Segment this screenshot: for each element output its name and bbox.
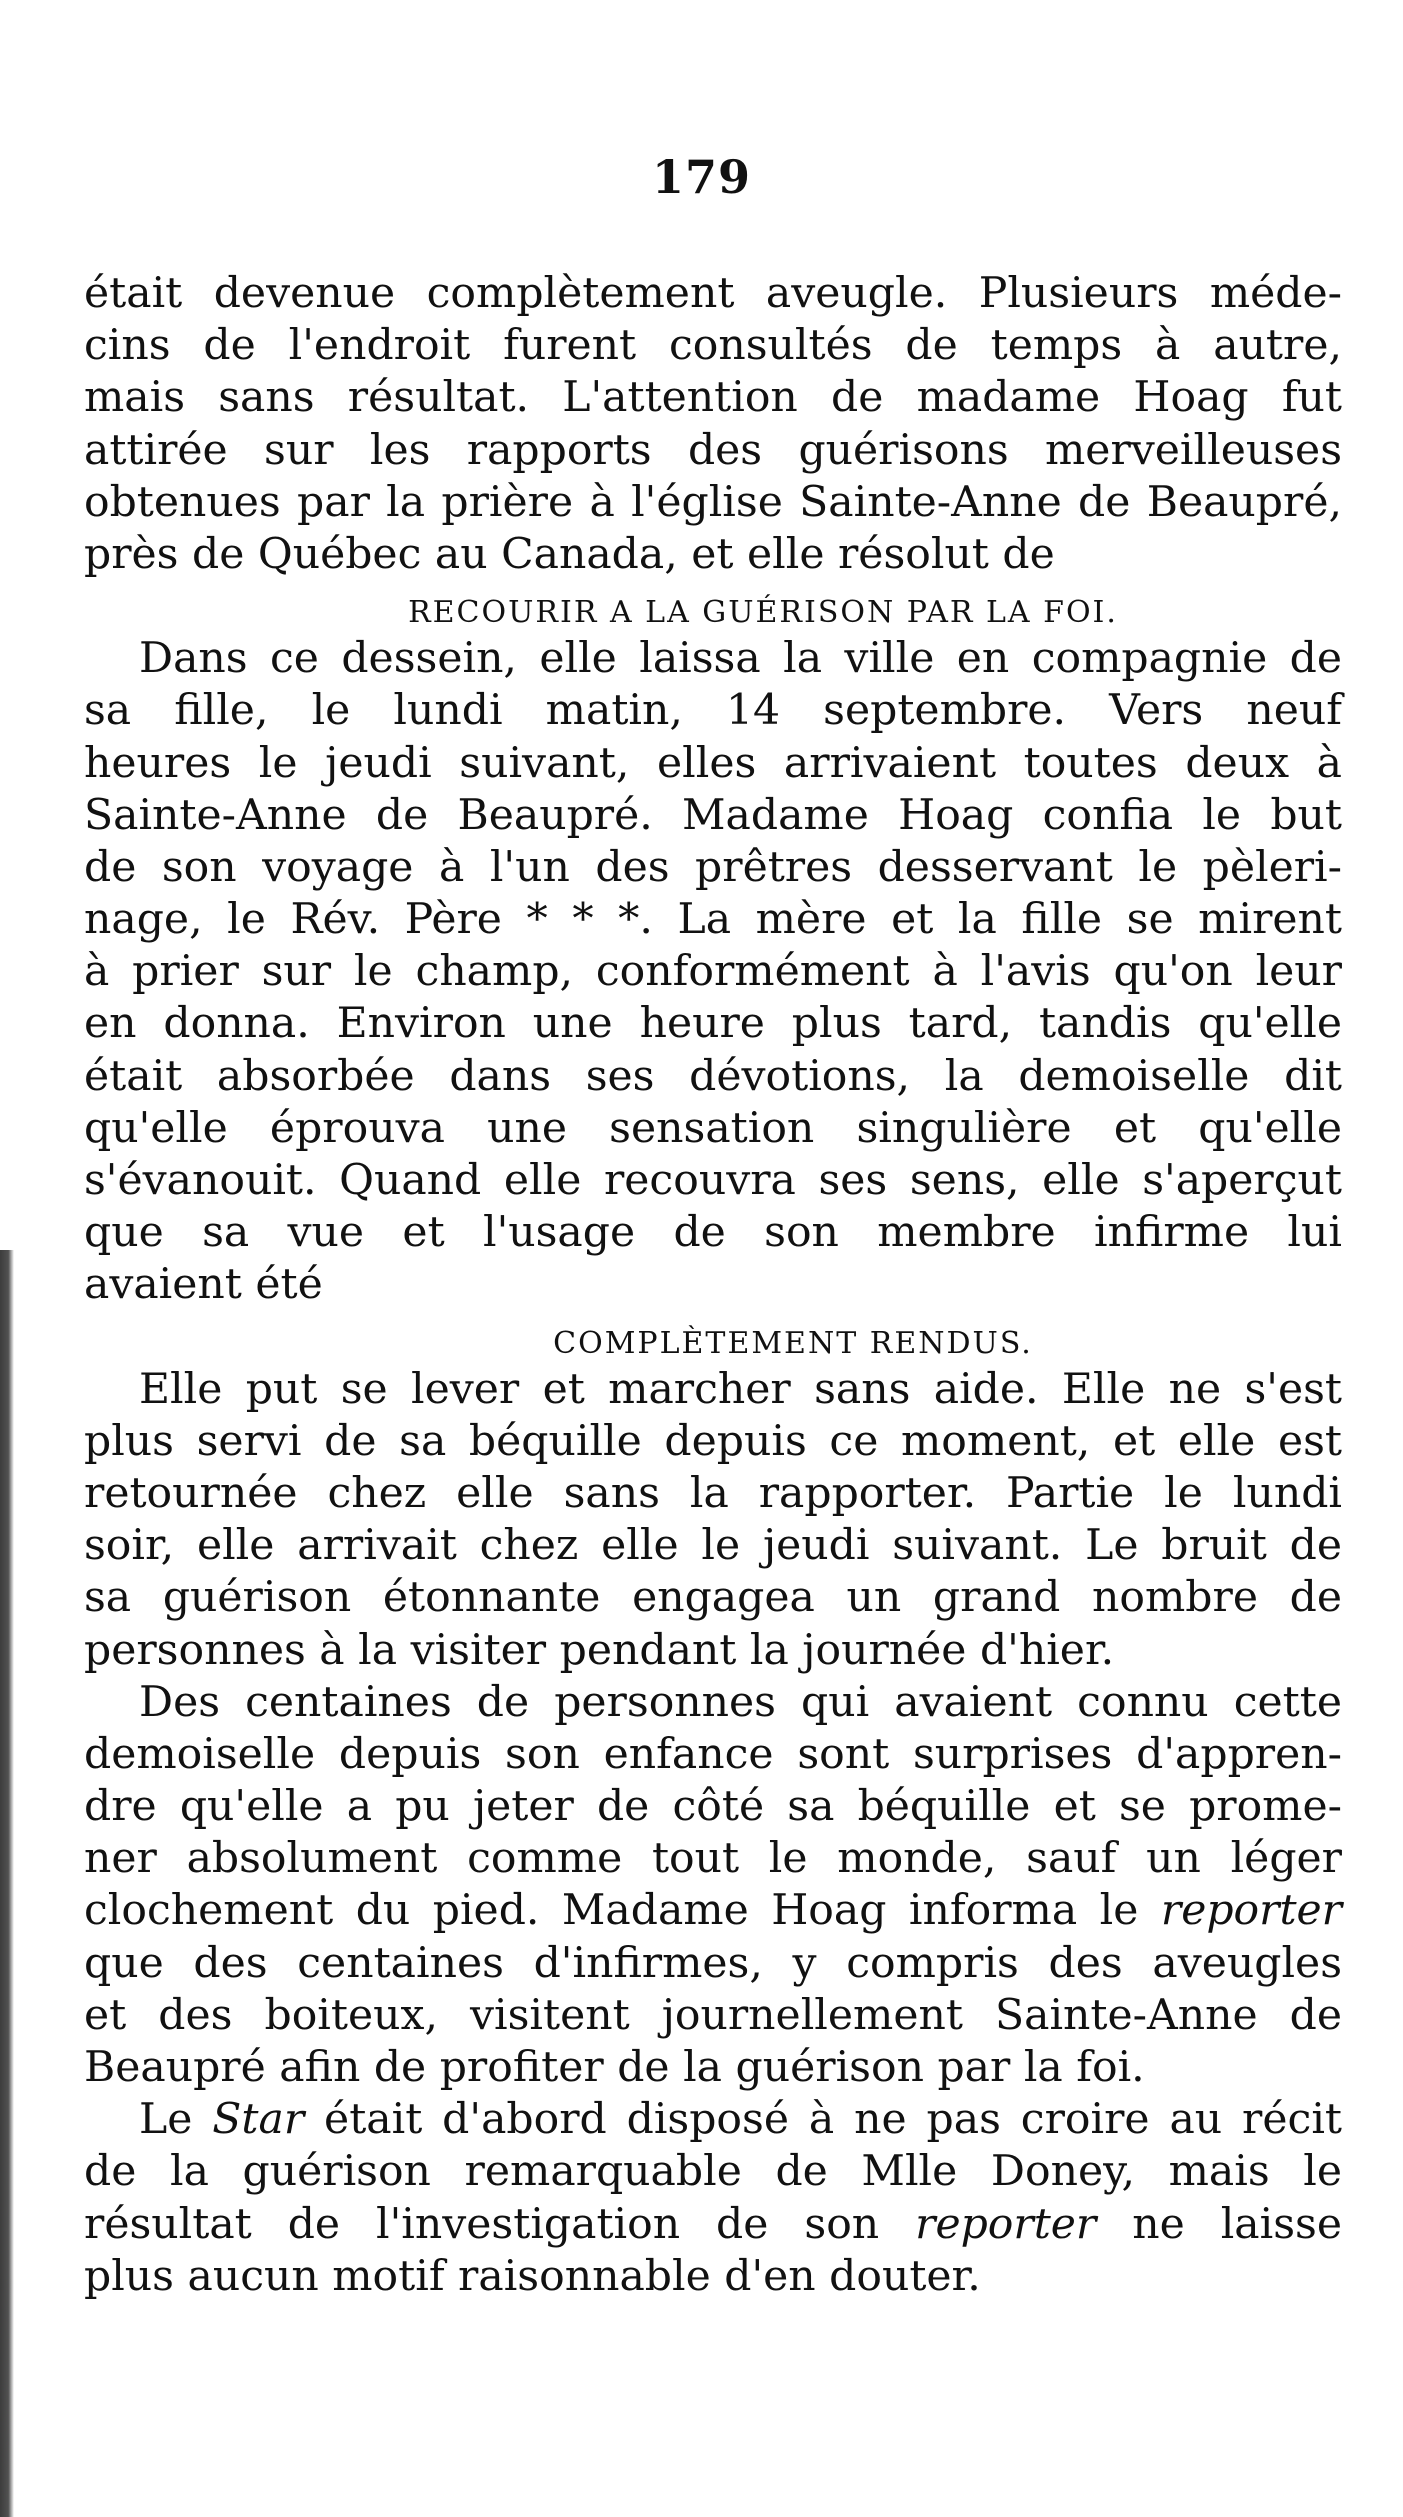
text-line — [84, 1885, 1342, 1937]
text-line: Sainte-Anne de Beaupré. Madame Hoag confia le but — [84, 790, 1342, 840]
page-number: 179 — [651, 150, 752, 204]
text-segment: résultat de l'investigation de son — [84, 2199, 916, 2249]
text-line: sa guérison étonnante engagea un grand nombre de — [84, 1573, 1342, 1623]
text-line: avaient été — [84, 1260, 323, 1310]
italic-text: Star — [212, 2095, 305, 2145]
text-line: était absorbée dans ses dévotions, la demoiselle dit — [84, 1051, 1342, 1101]
text-line: en donna. Environ une heure plus tard, tandis qu'elle — [84, 999, 1342, 1049]
paragraph-3 — [84, 1364, 1342, 1677]
text-line: Elle put se lever et marcher sans aide. Elle ne s'est — [139, 1364, 1342, 1414]
text-line: à prier sur le champ, conformément à l'avis qu'on leur — [84, 947, 1342, 997]
text-segment: était d'abord disposé à ne pas croire au récit — [304, 2095, 1342, 2145]
text-line — [84, 2094, 1342, 2146]
text-segment: clochement du pied. Madame Hoag informa le — [84, 1886, 1161, 1936]
text-line: soir, elle arrivait chez elle le jeudi suivant. Le bruit de — [84, 1521, 1342, 1571]
text-line: plus servi de sa béquille depuis ce moment, et elle est — [84, 1416, 1342, 1466]
page-binding-shadow — [0, 1250, 14, 2517]
text-line: cins de l'endroit furent consultés de temps à autre, — [84, 321, 1342, 371]
text-line: heures le jeudi suivant, elles arrivaient toutes deux à — [84, 738, 1342, 788]
section-heading: RECOURIR A LA GUÉRISON PAR LA FOI. — [408, 595, 1118, 631]
text-line: mais sans résultat. L'attention de madame Hoag fut — [84, 373, 1342, 423]
paragraph-5 — [84, 2094, 1342, 2303]
text-line: que sa vue et l'usage de son membre infirme lui — [84, 1208, 1342, 1258]
text-line: de la guérison remarquable de Mlle Doney, mais le — [84, 2147, 1342, 2197]
text-line: sa fille, le lundi matin, 14 septembre. Vers neuf — [84, 686, 1342, 736]
text-line: obtenues par la prière à l'église Sainte-Anne de Beaupré, — [84, 477, 1342, 527]
text-line: Beaupré afin de profiter de la guérison par la foi. — [84, 2043, 1145, 2092]
italic-text: reporter — [1160, 1886, 1342, 1936]
paragraph-1 — [84, 268, 1342, 581]
text-line: ner absolument comme tout le monde, sauf un léger — [84, 1834, 1342, 1884]
text-line: et des boiteux, visitent journellement Sainte-Anne de — [84, 1990, 1342, 2040]
text-line: de son voyage à l'un des prêtres desservant le pèleri- — [84, 842, 1342, 892]
italic-text: reporter — [915, 2199, 1097, 2249]
text-line: s'évanouit. Quand elle recouvra ses sens, elle s'aperçut — [84, 1156, 1342, 1205]
text-line: nage, le Rév. Père * * *. La mère et la fille se mirent — [84, 895, 1342, 945]
text-line: demoiselle depuis son enfance sont surprises d'appren- — [84, 1729, 1342, 1779]
section-heading: COMPLÈTEMENT RENDUS. — [553, 1325, 1033, 1361]
text-line: près de Québec au Canada, et elle résolut de — [84, 529, 1055, 579]
page-body — [84, 268, 1342, 2303]
text-line: était devenue complètement aveugle. Plusieurs méde- — [84, 269, 1342, 318]
text-line: plus aucun motif raisonnable d'en douter. — [84, 2251, 981, 2301]
text-line: qu'elle éprouva une sensation singulière et qu'elle — [84, 1103, 1342, 1153]
text-line: Des centaines de personnes qui avaient connu cette — [139, 1677, 1342, 1727]
text-segment: Le — [139, 2095, 213, 2145]
text-line — [84, 2199, 1342, 2251]
text-line: attirée sur les rapports des guérisons merveilleuses — [84, 425, 1342, 475]
text-segment: ne laisse — [1096, 2199, 1343, 2249]
text-line: que des centaines d'infirmes, y compris des aveugles — [84, 1938, 1342, 1988]
text-line: retournée chez elle sans la rapporter. Partie le lundi — [84, 1468, 1342, 1518]
paragraph-4 — [84, 1677, 1342, 2095]
paragraph-2 — [84, 633, 1342, 1311]
text-line: dre qu'elle a pu jeter de côté sa béquille et se prome- — [84, 1782, 1342, 1832]
text-line: personnes à la visiter pendant la journée d'hier. — [84, 1625, 1115, 1675]
text-line: Dans ce dessein, elle laissa la ville en compagnie de — [139, 634, 1342, 684]
